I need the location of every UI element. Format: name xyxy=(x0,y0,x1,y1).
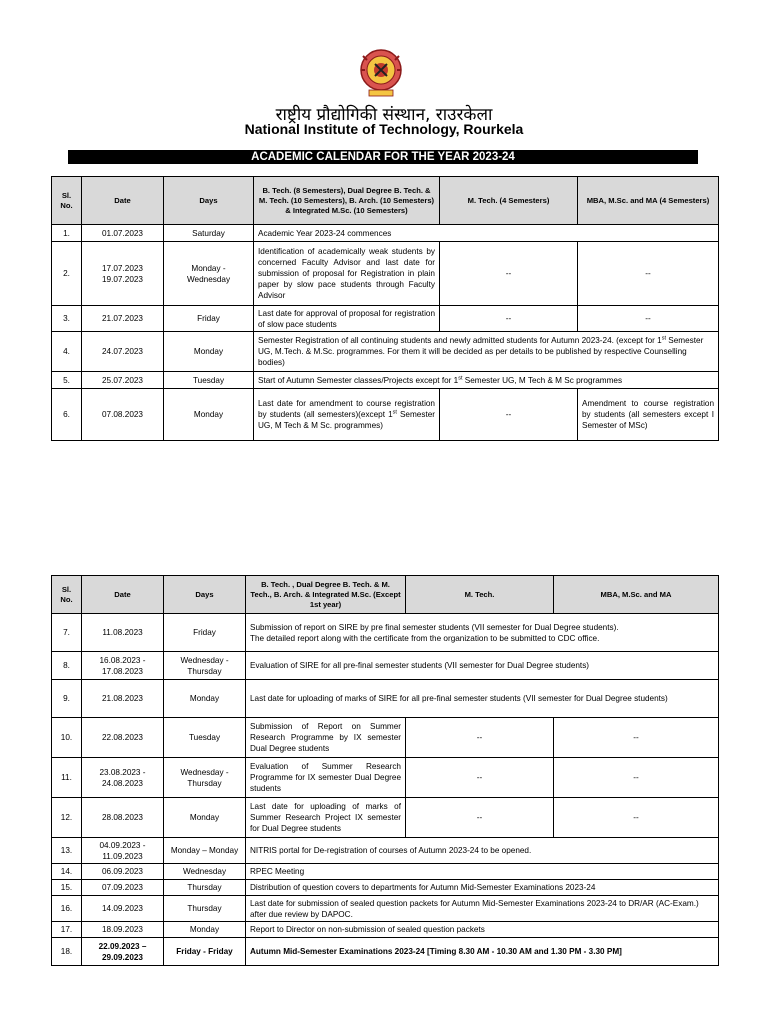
row-days: Friday xyxy=(164,614,246,652)
col-header-btech: B. Tech. , Dual Degree B. Tech. & M. Tech., B. Arch. & Integrated M.Sc. (Except 1st year) xyxy=(246,576,406,614)
row-days: Thursday xyxy=(164,896,246,922)
row-date: 22.08.2023 xyxy=(82,718,164,758)
row-date: 07.09.2023 xyxy=(82,880,164,896)
table-row xyxy=(52,864,719,880)
row-mtech: -- xyxy=(406,718,554,758)
event-text: Submission of report on SIRE by pre final semester students (VII semester for Dual Degree students). xyxy=(250,622,619,632)
date-start: 04.09.2023 - xyxy=(99,840,146,850)
row-slno: 14. xyxy=(52,864,82,880)
row-days: Monday xyxy=(164,798,246,838)
table-header-row xyxy=(52,576,719,614)
row-date xyxy=(82,652,164,680)
row-slno: 17. xyxy=(52,922,82,938)
row-mba: -- xyxy=(578,242,719,306)
institute-name-english: National Institute of Technology, Rourkela xyxy=(244,121,524,137)
date-end: 17.08.2023 xyxy=(102,666,143,676)
row-date: 07.08.2023 xyxy=(82,389,164,441)
row-event xyxy=(254,332,719,372)
row-event: Autumn Mid-Semester Examinations 2023-24 [Timing 8.30 AM - 10.30 AM and 1.30 PM - 3.30 PM] xyxy=(246,938,719,966)
col-header-date: Date xyxy=(82,576,164,614)
row-days: Tuesday xyxy=(164,718,246,758)
table-row xyxy=(52,718,719,758)
nit-rourkela-emblem-icon xyxy=(353,46,409,98)
row-mtech: -- xyxy=(406,758,554,798)
row-slno: 15. xyxy=(52,880,82,896)
calendar-table-1 xyxy=(51,176,719,441)
row-slno: 3. xyxy=(52,306,82,332)
calendar-title: ACADEMIC CALENDAR FOR THE YEAR 2023-24 xyxy=(68,150,698,164)
event-text: Semester Registration of all continuing students and newly admitted students for Autumn 2023-24. (except for 1 xyxy=(258,336,662,345)
row-slno: 4. xyxy=(52,332,82,372)
row-days xyxy=(164,652,246,680)
row-date: 14.09.2023 xyxy=(82,896,164,922)
row-days: Monday xyxy=(164,389,254,441)
calendar-table-2 xyxy=(51,575,719,966)
row-days: Tuesday xyxy=(164,372,254,389)
row-days: Monday – Monday xyxy=(164,838,246,864)
event-text-cont: The detailed report along with the certificate from the organization to be submitted to CDC office. xyxy=(250,633,600,643)
row-event: NITRIS portal for De-registration of courses of Autumn 2023-24 to be opened. xyxy=(246,838,719,864)
event-text-cont: Semester UG, M Tech & M Sc. programmes) xyxy=(258,410,435,430)
date-start: 17.07.2023 xyxy=(102,263,143,273)
col-header-mba: MBA, M.Sc. and MA (4 Semesters) xyxy=(578,177,719,225)
row-date xyxy=(82,242,164,306)
row-mba: -- xyxy=(554,718,719,758)
row-slno: 5. xyxy=(52,372,82,389)
col-header-mba: MBA, M.Sc. and MA xyxy=(554,576,719,614)
row-event: Evaluation of Summer Research Programme for IX semester Dual Degree students xyxy=(246,758,406,798)
row-days: Monday xyxy=(164,680,246,718)
institute-name-hindi: राष्ट्रीय प्रौद्योगिकी संस्थान, राउरकेला xyxy=(275,105,493,125)
row-slno: 8. xyxy=(52,652,82,680)
col-header-date: Date xyxy=(82,177,164,225)
date-end: 29.09.2023 xyxy=(102,952,143,962)
ordinal-suffix: st xyxy=(458,374,463,381)
row-days: Friday xyxy=(164,306,254,332)
row-days xyxy=(164,242,254,306)
row-mba: -- xyxy=(554,798,719,838)
row-mba: Amendment to course registration by students (all semesters except I Semester of MSc) xyxy=(578,389,719,441)
row-date: 28.08.2023 xyxy=(82,798,164,838)
row-mtech: -- xyxy=(440,389,578,441)
row-days: Thursday xyxy=(164,880,246,896)
row-slno: 18. xyxy=(52,938,82,966)
row-date: 01.07.2023 xyxy=(82,225,164,242)
row-date xyxy=(82,758,164,798)
row-mtech: -- xyxy=(440,306,578,332)
row-event: RPEC Meeting xyxy=(246,864,719,880)
col-header-btech: B. Tech. (8 Semesters), Dual Degree B. Tech. & M. Tech. (10 Semesters), B. Arch. (10 Semesters) & Integrated M.Sc. (10 Semesters) xyxy=(254,177,440,225)
row-days: Friday - Friday xyxy=(164,938,246,966)
days-start: Wednesday - xyxy=(180,767,229,777)
row-event: Report to Director on non-submission of sealed question packets xyxy=(246,922,719,938)
col-header-days: Days xyxy=(164,576,246,614)
date-end: 24.08.2023 xyxy=(102,778,143,788)
row-slno: 1. xyxy=(52,225,82,242)
ordinal-suffix: st xyxy=(661,335,666,342)
row-slno: 12. xyxy=(52,798,82,838)
table-row xyxy=(52,838,719,864)
row-slno: 2. xyxy=(52,242,82,306)
date-start: 23.08.2023 - xyxy=(99,767,146,777)
row-slno: 9. xyxy=(52,680,82,718)
row-slno: 11. xyxy=(52,758,82,798)
row-event: Identification of academically weak students by concerned Faculty Advisor and last date for submission of proposal for Registration in plain paper by slow pace students through Faculty Advisor xyxy=(254,242,440,306)
date-end: 11.09.2023 xyxy=(102,851,143,861)
table-row xyxy=(52,922,719,938)
row-slno: 6. xyxy=(52,389,82,441)
table-row xyxy=(52,306,719,332)
col-header-slno: Sl. No. xyxy=(52,177,82,225)
date-end: 19.07.2023 xyxy=(102,274,143,284)
row-date: 11.08.2023 xyxy=(82,614,164,652)
table-row xyxy=(52,938,719,966)
row-slno: 10. xyxy=(52,718,82,758)
table-row xyxy=(52,798,719,838)
row-event: Submission of Report on Summer Research Programme by IX semester Dual Degree students xyxy=(246,718,406,758)
table-row xyxy=(52,758,719,798)
row-days: Monday xyxy=(164,922,246,938)
days-end: Wednesday xyxy=(186,274,231,284)
row-date xyxy=(82,938,164,966)
row-event: Last date for submission of sealed question packets for Autumn Mid-Semester Examinations 2023-24 to DR/AR (AC-Exam.) after due review by DAPOC. xyxy=(246,896,719,922)
ordinal-suffix: st xyxy=(392,409,397,416)
col-header-days: Days xyxy=(164,177,254,225)
table-row xyxy=(52,225,719,242)
table-row xyxy=(52,242,719,306)
date-start: 22.09.2023 – xyxy=(98,941,147,951)
days-end: Thursday xyxy=(187,778,222,788)
table-row xyxy=(52,896,719,922)
days-start: Monday - xyxy=(191,263,226,273)
row-event: Distribution of question covers to departments for Autumn Mid-Semester Examinations 2023-24 xyxy=(246,880,719,896)
row-date: 21.08.2023 xyxy=(82,680,164,718)
row-event: Last date for approval of proposal for registration of slow pace students xyxy=(254,306,440,332)
table-header-row xyxy=(52,177,719,225)
date-start: 16.08.2023 - xyxy=(99,655,146,665)
row-days: Saturday xyxy=(164,225,254,242)
table-row xyxy=(52,680,719,718)
event-text: Start of Autumn Semester classes/Projects except for 1 xyxy=(258,375,459,385)
row-slno: 16. xyxy=(52,896,82,922)
row-mtech: -- xyxy=(440,242,578,306)
table-row xyxy=(52,389,719,441)
event-text: Last date for amendment to course registration by students (all semesters)(except 1 xyxy=(258,399,435,419)
row-event xyxy=(254,389,440,441)
row-mtech: -- xyxy=(406,798,554,838)
row-event: Last date for uploading of marks of Summer Research Project IX semester for Dual Degree students xyxy=(246,798,406,838)
row-event: Academic Year 2023-24 commences xyxy=(254,225,719,242)
table-row xyxy=(52,332,719,372)
days-end: Thursday xyxy=(187,666,222,676)
row-slno: 7. xyxy=(52,614,82,652)
row-days: Monday xyxy=(164,332,254,372)
table-row xyxy=(52,652,719,680)
row-days xyxy=(164,758,246,798)
col-header-mtech: M. Tech. (4 Semesters) xyxy=(440,177,578,225)
row-date: 18.09.2023 xyxy=(82,922,164,938)
row-slno: 13. xyxy=(52,838,82,864)
row-date: 25.07.2023 xyxy=(82,372,164,389)
row-days: Wednesday xyxy=(164,864,246,880)
event-text-cont: Semester UG, M.Tech. & M.Sc. programmes. For them it will be decided as per details to be published by respective Counselling bodies) xyxy=(258,336,704,367)
table-row xyxy=(52,880,719,896)
col-header-slno: Sl. No. xyxy=(52,576,82,614)
table-row xyxy=(52,372,719,389)
row-event xyxy=(254,372,719,389)
event-text-cont: Semester UG, M Tech & M Sc programmes xyxy=(462,375,623,385)
row-event xyxy=(246,614,719,652)
row-mba: -- xyxy=(578,306,719,332)
row-date: 06.09.2023 xyxy=(82,864,164,880)
row-date: 24.07.2023 xyxy=(82,332,164,372)
row-event: Last date for uploading of marks of SIRE for all pre-final semester students (VII semester for Dual Degree students) xyxy=(246,680,719,718)
col-header-mtech: M. Tech. xyxy=(406,576,554,614)
row-date: 21.07.2023 xyxy=(82,306,164,332)
row-date xyxy=(82,838,164,864)
table-row xyxy=(52,614,719,652)
days-start: Wednesday - xyxy=(180,655,229,665)
row-mba: -- xyxy=(554,758,719,798)
row-event: Evaluation of SIRE for all pre-final semester students (VII semester for Dual Degree students) xyxy=(246,652,719,680)
